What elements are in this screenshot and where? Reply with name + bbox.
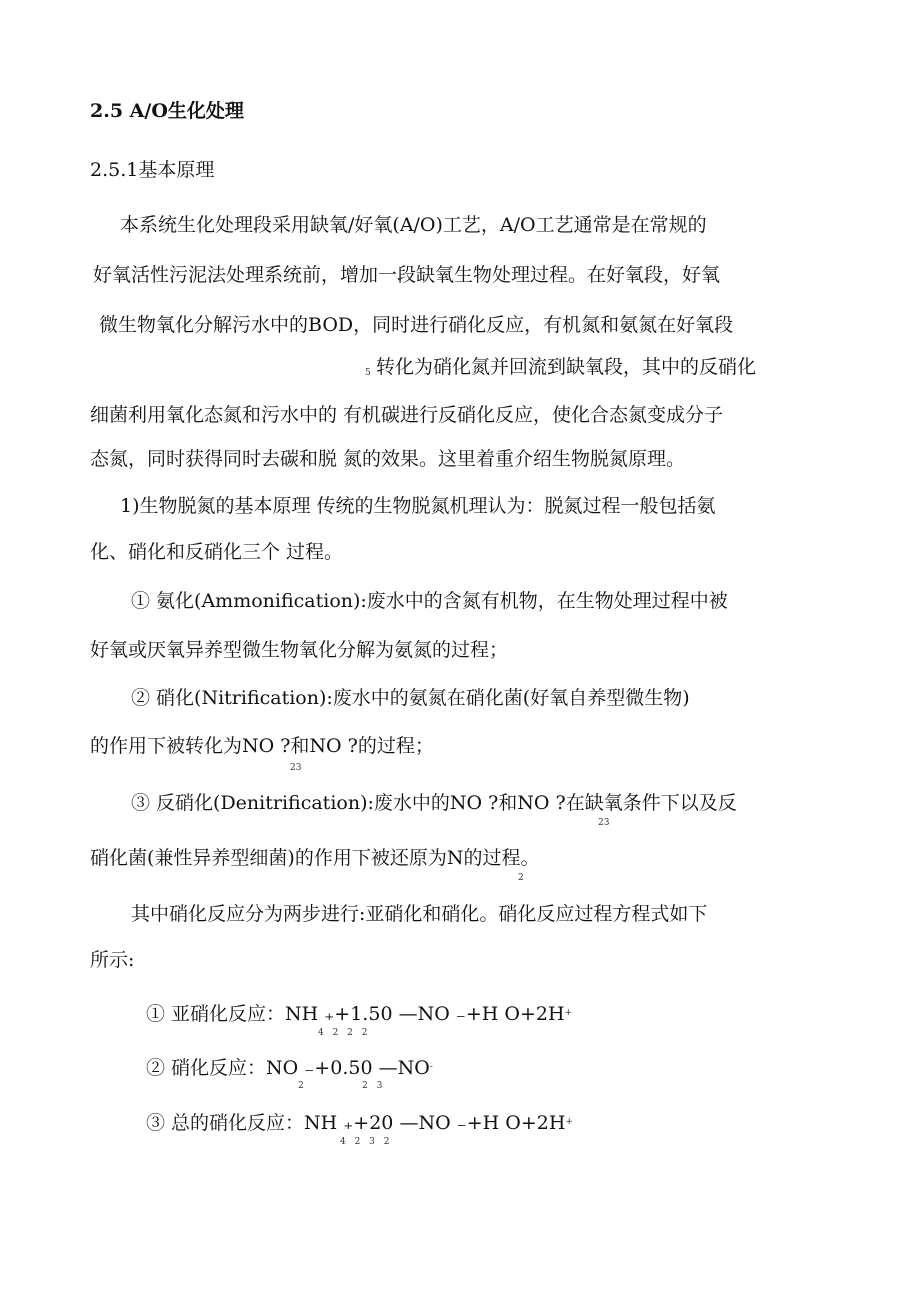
- text-line: 细菌利用氧化态氮和污水中的 有机碳进行反硝化反应，使化合态氮变成分子: [90, 404, 724, 426]
- text-line: 好氧活性污泥法处理系统前，增加一段缺氧生物处理过程。在好氧段，好氧: [93, 264, 721, 286]
- text-line: ② 硝化(Nitrification):废水中的氨氮在硝化菌(好氧自养型微生物): [131, 687, 690, 709]
- text-line: 硝化菌(兼性异养型细菌)的作用下被还原为N的过程。: [90, 847, 540, 869]
- text-line: 其中硝化反应分为两步进行:亚硝化和硝化。硝化反应过程方程式如下: [131, 903, 708, 925]
- equation-text: ① 亚硝化反应：NH ₊+1.50 —NO ₋+H O+2H+: [146, 1003, 573, 1025]
- text-line: 的作用下被转化为NO ?和NO ?的过程；: [90, 735, 434, 757]
- text-line: ③ 反硝化(Denitrification):废水中的NO ?和NO ?在缺氧条件下以及反: [131, 792, 737, 814]
- subscript: 5: [365, 368, 371, 378]
- equation-text: ② 硝化反应：NO ₋+0.50 —NO-: [146, 1057, 433, 1079]
- text-line: 态氮，同时获得同时去碳和脱 氮的效果。这里着重介绍生物脱氮原理。: [90, 448, 686, 470]
- text-line: 本系统生化处理段采用缺氧/好氧(A/O)工艺，A/O工艺通常是在常规的: [120, 214, 707, 236]
- subsection-heading: 2.5.1基本原理: [90, 159, 215, 181]
- subscript: 2: [518, 873, 524, 883]
- text-line: ① 氨化(Ammonification):废水中的含氮有机物，在生物处理过程中被: [131, 590, 728, 612]
- subscript: 23: [598, 818, 610, 828]
- equation-subscripts: 2 3: [362, 1081, 386, 1091]
- text-line: 转化为硝化氮并回流到缺氧段，其中的反硝化: [376, 356, 757, 378]
- equation-text: ③ 总的硝化反应：NH ₊+20 —NO ₋+H O+2H+: [146, 1112, 573, 1134]
- equation-subscripts: 2: [298, 1081, 304, 1091]
- text-line: 微生物氧化分解污水中的BOD，同时进行硝化反应，有机氮和氨氮在好氧段: [99, 314, 734, 336]
- equation-subscripts: 4 2 3 2: [340, 1137, 393, 1147]
- text-line: 1)生物脱氮的基本原理 传统的生物脱氮机理认为：脱氮过程一般包括氨: [120, 495, 716, 517]
- section-heading: 2.5 A/O生化处理: [90, 100, 244, 122]
- text-line: 所示:: [90, 949, 135, 971]
- equation-subscripts: 4 2 2 2: [318, 1028, 371, 1038]
- text-line: 好氧或厌氧异养型微生物氧化分解为氨氮的过程；: [90, 639, 509, 661]
- subscript: 23: [290, 763, 302, 773]
- text-line: 化、硝化和反硝化三个 过程。: [90, 541, 344, 563]
